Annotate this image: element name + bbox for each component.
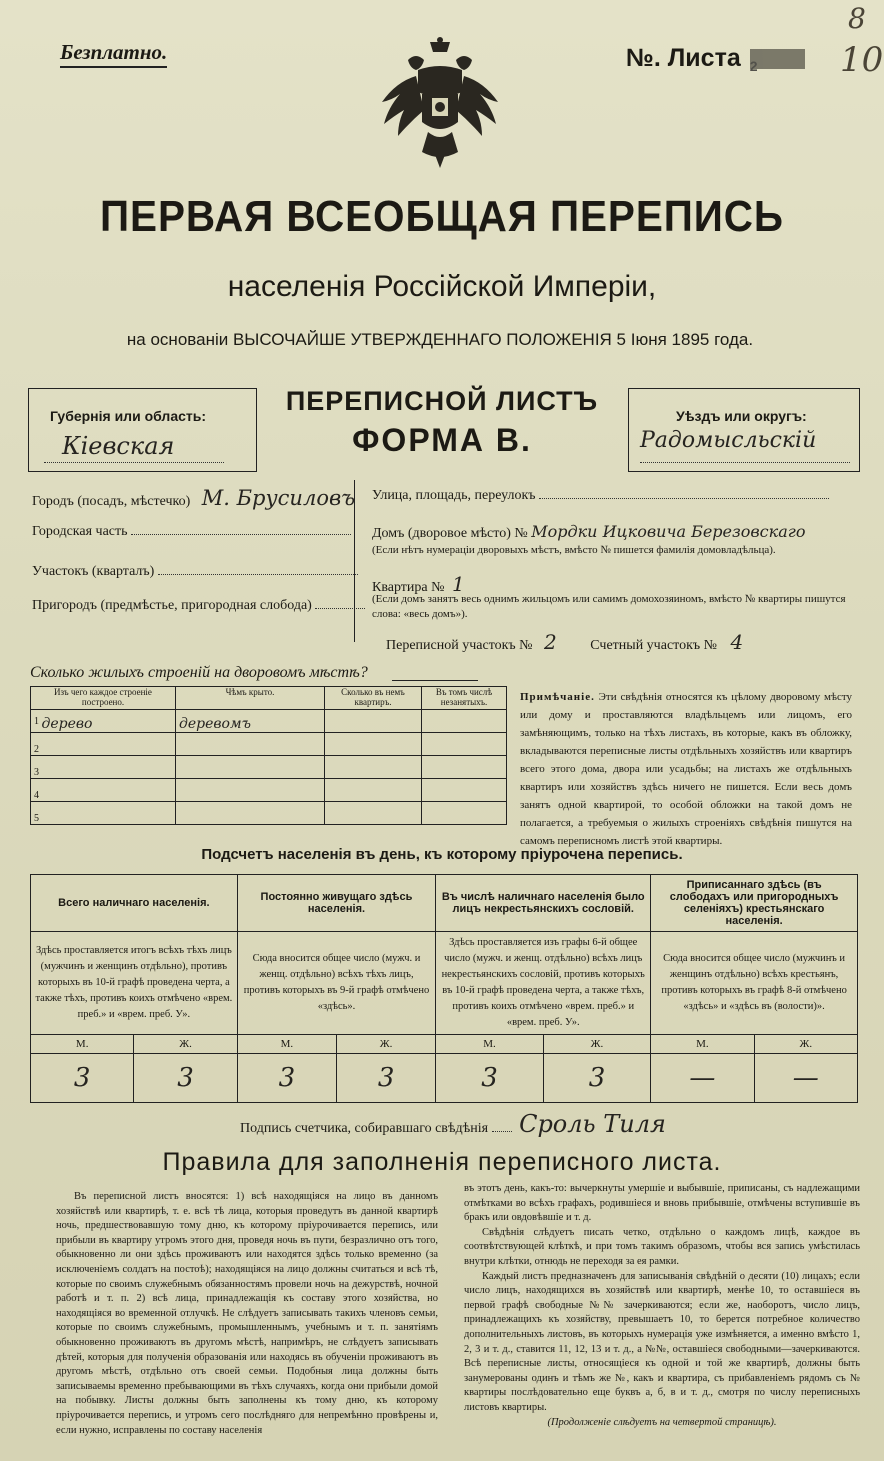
- form-title: ПЕРЕПИСНОЙ ЛИСТЪ: [285, 386, 599, 416]
- count-head-present: Всего наличнаго населенія.: [31, 875, 238, 932]
- street-row: [372, 488, 829, 504]
- count-value-row: [31, 1054, 858, 1103]
- count-gender-row: [31, 1035, 858, 1054]
- buildings-col-material: Изъ чего каждое строеніе построено.: [31, 687, 176, 710]
- signature-label: Подпись счетчика, собиравшаго свѣдѣнія: [240, 1121, 489, 1136]
- province-label: Губернія или область:: [50, 408, 207, 424]
- precinct-row: [32, 564, 358, 580]
- rules-continued: (Продолженіе слѣдуетъ на четвертой страницѣ).: [547, 1416, 777, 1428]
- peasant-male-count: —: [651, 1054, 754, 1103]
- note-text: Эти свѣдѣнія относятся къ цѣлому дворовому мѣсту или дому и проставляются владѣльцемъ или лицомъ, его замѣняющимъ, только на тѣхъ листахъ, въ которые, какъ въ обложку, вкладываются переписные листы отдѣльныхъ хозяйствъ или квартиръ всего этого дома, двора или усадьбы; на листахъ же отдѣльныхъ квартиръ или хозяйствъ здѣсь ничего не пишется. Если весь домъ занятъ одной квартирой, то особой обложки на такой домъ не полагается, а требуемыя о жилыхъ строеніяхъ свѣдѣнія пишутся на самомъ переписномъ листѣ этой квартиры.: [520, 691, 853, 847]
- district-label: Уѣздъ или округъ:: [676, 408, 807, 424]
- rules-right-mid: Свѣдѣнія слѣдуетъ писать четко, отдѣльно о каждомъ лицѣ, каждое въ соотвѣтствующей клѣткѣ, и при томъ такимъ образомъ, чтобы вся запись умѣстилась внутри клѣтки, отнюдь не переходя за ея рамки.: [464, 1226, 860, 1267]
- free-label: Безплатно.: [60, 40, 167, 68]
- table-row: [31, 779, 507, 802]
- legal-basis: на основаніи ВЫСОЧАЙШЕ УТВЕРЖДЕННАГО ПОЛОЖЕНІЯ 5 Іюня 1895 года.: [126, 330, 754, 349]
- page-title: ПЕРВАЯ ВСЕОБЩАЯ ПЕРЕПИСЬ: [100, 192, 784, 241]
- male-label: М.: [436, 1035, 544, 1054]
- buildings-note: [520, 688, 852, 850]
- apartment-label: Квартира №: [372, 580, 445, 595]
- male-label: М.: [237, 1035, 336, 1054]
- permanent-female-count: 3: [336, 1054, 435, 1103]
- buildings-question-line: [392, 680, 478, 681]
- city-row: [32, 486, 355, 510]
- precinct-label: Участокъ (кварталъ): [32, 564, 155, 579]
- census-area-label: Переписной участокъ №: [386, 638, 533, 653]
- count-head-permanent: Постоянно живущаго здѣсь населенія.: [237, 875, 435, 932]
- female-label: Ж.: [543, 1035, 651, 1054]
- count-head-peasant: Приписаннаго здѣсь (въ слободахъ или пригородныхъ селеніяхъ) крестьянскаго населенія.: [651, 875, 858, 932]
- rules-title: Правила для заполненія переписного листа.: [162, 1148, 722, 1176]
- male-label: М.: [651, 1035, 754, 1054]
- city-part-row: [32, 524, 351, 540]
- peasant-female-count: —: [754, 1054, 857, 1103]
- signature-row: [240, 1110, 666, 1138]
- buildings-header-row: [31, 687, 507, 710]
- table-row: [31, 756, 507, 779]
- address-divider: [354, 480, 355, 642]
- count-desc-permanent: Сюда вносится общее число (мужч. и женщ. отдѣльно) всѣхъ тѣхъ лицъ, противъ которыхъ въ 9-й графѣ отмѣчено «здѣсь».: [237, 932, 435, 1035]
- table-row: [31, 802, 507, 825]
- census-area-row: [386, 630, 743, 654]
- city-part-label: Городская часть: [32, 524, 128, 539]
- corner-number-bottom: 10: [840, 40, 884, 80]
- sheet-number-box: [749, 49, 805, 75]
- house-label: Домъ (дворовое мѣсто) №: [372, 526, 528, 541]
- count-desc-present: Здѣсь проставляется итогъ всѣхъ тѣхъ лицъ (мужчинъ и женщинъ отдѣльно), противъ которыхъ въ 10-й графѣ проведена черта, а также тѣхъ, противъ коихъ отмѣчено «врем. преб.» и «врем. преб. У».: [31, 932, 238, 1035]
- permanent-male-count: 3: [237, 1054, 336, 1103]
- sheet-number-value: 2: [749, 58, 758, 75]
- buildings-col-apartments: Сколько въ немъ квартиръ.: [325, 687, 422, 710]
- form-name: ФОРМА В.: [352, 422, 532, 458]
- count-desc-row: [31, 932, 858, 1035]
- count-head-non-peasant: Въ числѣ наличнаго населенія было лицъ некрестьянскихъ сословій.: [436, 875, 651, 932]
- count-title: Подсчетъ населенія въ день, къ которому пріурочена перепись.: [201, 846, 683, 863]
- page-subtitle: населенія Россійской Имперіи,: [227, 270, 657, 303]
- buildings-col-vacant: Въ томъ числѣ незанятыхъ.: [422, 687, 507, 710]
- non-peasant-female-count: 3: [543, 1054, 651, 1103]
- province-line: [44, 462, 224, 463]
- female-label: Ж.: [134, 1035, 237, 1054]
- table-row: [31, 710, 507, 733]
- apartment-note: (Если домъ занятъ весь однимъ жильцомъ или самимъ домохозяиномъ, вмѣсто № квартиры пишутся слова: «весь домъ»).: [372, 593, 846, 620]
- row-number: 4: [34, 790, 39, 801]
- count-area-label: Счетный участокъ №: [590, 638, 717, 653]
- population-count-table: [30, 874, 858, 1103]
- house-value: Мордки Ицковича Березовскаго: [531, 522, 806, 541]
- corner-number-top: 8: [848, 2, 866, 35]
- suburb-label: Пригородъ (предмѣстье, пригородная слобода): [32, 598, 312, 613]
- house-note: (Если нѣтъ нумераціи дворовыхъ мѣстъ, вмѣсто № пишется фамилія домовладѣльца).: [372, 544, 776, 556]
- row-number: 3: [34, 767, 39, 778]
- rules-left-column: Въ переписной листъ вносятся: 1) всѣ находящіяся на лицо въ данномъ хозяйствѣ или квартирѣ, т. е. всѣ тѣ лица, которыя проведутъ въ данной квартирѣ ночь, предшествовавшую тому дню, къ которому пріурочивается перепись, или прибыли въ квартиру утромъ этого дня, проведя ночь въ пути, безразлично отъ того, обыкновенно ли они здѣсь проживаютъ или находятся здѣсь только временно (за исключеніемъ солдатъ на постоѣ); находящіяся на лицо должны считаться и всѣ тѣ, которые по своимъ служебнымъ обязанностямъ провели ночь на дежурствѣ, ночной работѣ и т. п. 2) всѣ лица, принадлежащія къ составу этого хозяйства, но находящіяся во временной отлучкѣ. Не слѣдуетъ записывать такихъ членовъ семьи, которые по своимъ служебнымъ, промышленнымъ, учебнымъ и т. п. занятіямъ обыкновенно проживаютъ въ другомъ мѣстѣ, напримѣръ, не слѣдуетъ записывать дѣтей, которыя для полученія образованія или находясь въ обученіи проживаютъ въ другомъ мѣстѣ, отдѣльно отъ своей семьи. Подобныя лица должны быть записываемы временно пребывающими въ тѣхъ случаяхъ, когда они прибыли домой на побывку. Листы должны быть заполнены къ тому дню, къ которому пріурочивается перепись, и утромъ сего послѣдняго для непремѣнно провѣрены и, если нужно, исправлены по составу населенія: [56, 1191, 438, 1436]
- female-label: Ж.: [336, 1035, 435, 1054]
- count-desc-non-peasant: Здѣсь проставляется изъ графы 6-й общее число (мужч. и женщ. отдѣльно) всѣхъ лицъ некрестьянскихъ сословій, противъ которыхъ въ 10-й графѣ проведена черта, а также тѣхъ, противъ коихъ отмѣчено «врем. преб.» и «врем. преб. У».: [436, 932, 651, 1035]
- house-row: [372, 522, 805, 542]
- row-number: 1: [34, 716, 39, 727]
- buildings-table: [30, 686, 507, 825]
- street-label: Улица, площадь, переулокъ: [372, 488, 536, 503]
- signature-value: Сроль Тиля: [519, 1110, 666, 1138]
- apartment-value: 1: [451, 572, 465, 596]
- suburb-row: [32, 598, 365, 614]
- female-label: Ж.: [754, 1035, 857, 1054]
- table-row: [31, 733, 507, 756]
- rules-right-bottom: Каждый листъ предназначенъ для записыванія свѣдѣній о десяти (10) лицахъ; если число лицъ, находящихся въ хозяйствѣ или квартирѣ, менѣе 10, то оставшіеся въ первой графѣ свободные №№ зачеркиваются; если же, наоборотъ, число лицъ, принадлежащихъ къ хозяйству, превышаетъ 10, то берется потребное количество дополнительныхъ листовъ, въ которыхъ нумерація уже измѣняется, а именно вмѣсто 1, 2, 3 и т. д., ставится 11, 12, 13 и т. д., а №№, оставшіеся свободными—зачеркиваются. Всѣ переписные листы, относящіеся къ одной и той же квартирѣ, должны быть занумерованы одинъ и тѣмъ же №, какъ и квартира, съ прибавленіемъ рядомъ съ № квартиры послѣдовательно еще буквъ а, б, в и т. д., смотря по числу переписныхъ листовъ квартиры.: [464, 1270, 860, 1413]
- census-area-value: 2: [544, 630, 557, 654]
- building-roof: деревомъ: [179, 716, 251, 732]
- sheet-number-label: №. Листа: [626, 44, 741, 72]
- district-value: Радомысльскій: [640, 428, 817, 453]
- building-material: дерево: [41, 716, 93, 732]
- city-value: М. Брусиловъ: [201, 486, 356, 510]
- note-label: Примѣчаніе.: [520, 691, 595, 703]
- rules-right-top: въ этотъ день, какъ-то: вычеркнуты умершіе и выбывшіе, приписаны, съ надлежащими отмѣтками во всѣхъ графахъ, родившіеся и вновь прибывшіе, отмѣчены вступившіе въ бракъ или овдовѣвшіе и т. д.: [464, 1183, 860, 1224]
- rules-right-column: [464, 1182, 860, 1430]
- count-area-value: 4: [730, 630, 744, 654]
- sheet-number: [626, 44, 805, 73]
- present-female-count: 3: [134, 1054, 237, 1103]
- row-number: 2: [34, 744, 39, 755]
- imperial-eagle-emblem: [378, 36, 502, 176]
- buildings-col-roof: Чѣмъ крыто.: [176, 687, 325, 710]
- count-desc-peasant: Сюда вносится общее число (мужчинъ и женщинъ отдѣльно) всѣхъ крестьянъ, противъ которыхъ въ графѣ 8-й отмѣчено «здѣсь» и «здѣсь въ (волости)».: [651, 932, 858, 1035]
- district-line: [640, 462, 850, 463]
- city-label: Городъ (посадъ, мѣстечко): [32, 494, 191, 509]
- row-number: 5: [34, 813, 39, 824]
- count-header-row: [31, 875, 858, 932]
- crown-shape: [430, 42, 450, 52]
- province-value: Кіевская: [62, 432, 175, 460]
- present-male-count: 3: [31, 1054, 134, 1103]
- buildings-question: Сколько жилыхъ строеній на дворовомъ мѣстѣ?: [30, 664, 368, 681]
- non-peasant-male-count: 3: [436, 1054, 544, 1103]
- male-label: М.: [31, 1035, 134, 1054]
